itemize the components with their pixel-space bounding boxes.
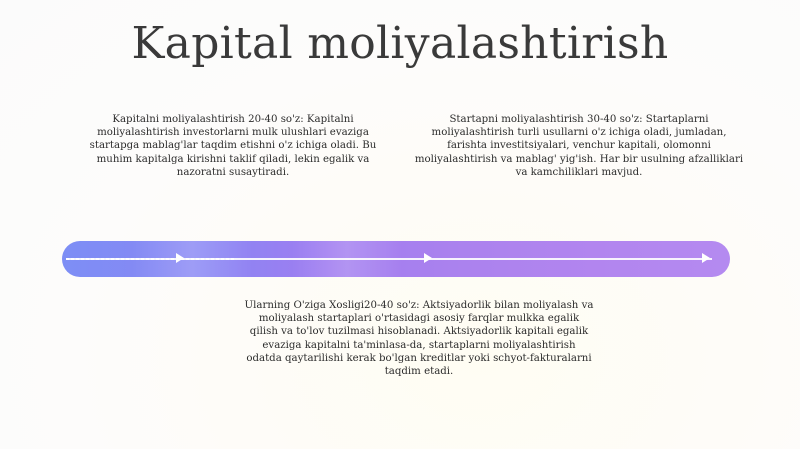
timeline-bar xyxy=(62,241,730,277)
card-startup-financing: Startapni moliyalashtirish 30-40 so'z: Startaplarni moliyalashtirish turli usullarni o'z ichiga oladi, jumladan, farishta investitsiyalari, venchur kapitali, olomonni moliyalashtirish va mablag' yig'ish. Har bir usulning afzalliklari va kamchiliklari mavjud. xyxy=(414,114,744,178)
card-differences: Ularning O'ziga Xosligi20-40 so'z: Aktsiyadorlik bilan moliyalash va moliyalash startaplari o'rtasidagi asosiy farqlar mulkka egalik qilish va to'lov tuzilmasi hisoblanadi. Aktsiyadorlik kapitali egalik evaziga kapitalni ta'minlasa-da, startaplarni moliyalashtirish odatda qaytarilishi kerak bo'lgan kreditlar yoki schyot-fakturalarni taqdim etadi. xyxy=(244,300,594,378)
timeline-dashed-segment xyxy=(66,258,236,260)
card-equity-financing: Kapitalni moliyalashtirish 20-40 so'z: Kapitalni moliyalashtirish investorlarni mulk ulushlari evaziga startapga mablag'lar taqdim etishni o'z ichiga oladi. Bu muhim kapitalga kirishni taklif qiladi, lekin egalik va nazoratni susaytiradi. xyxy=(89,114,377,178)
arrow-right-icon xyxy=(176,253,184,263)
slide-title: Kapital moliyalashtirish xyxy=(131,18,669,69)
arrow-right-icon xyxy=(702,253,710,263)
arrow-right-icon xyxy=(424,253,432,263)
